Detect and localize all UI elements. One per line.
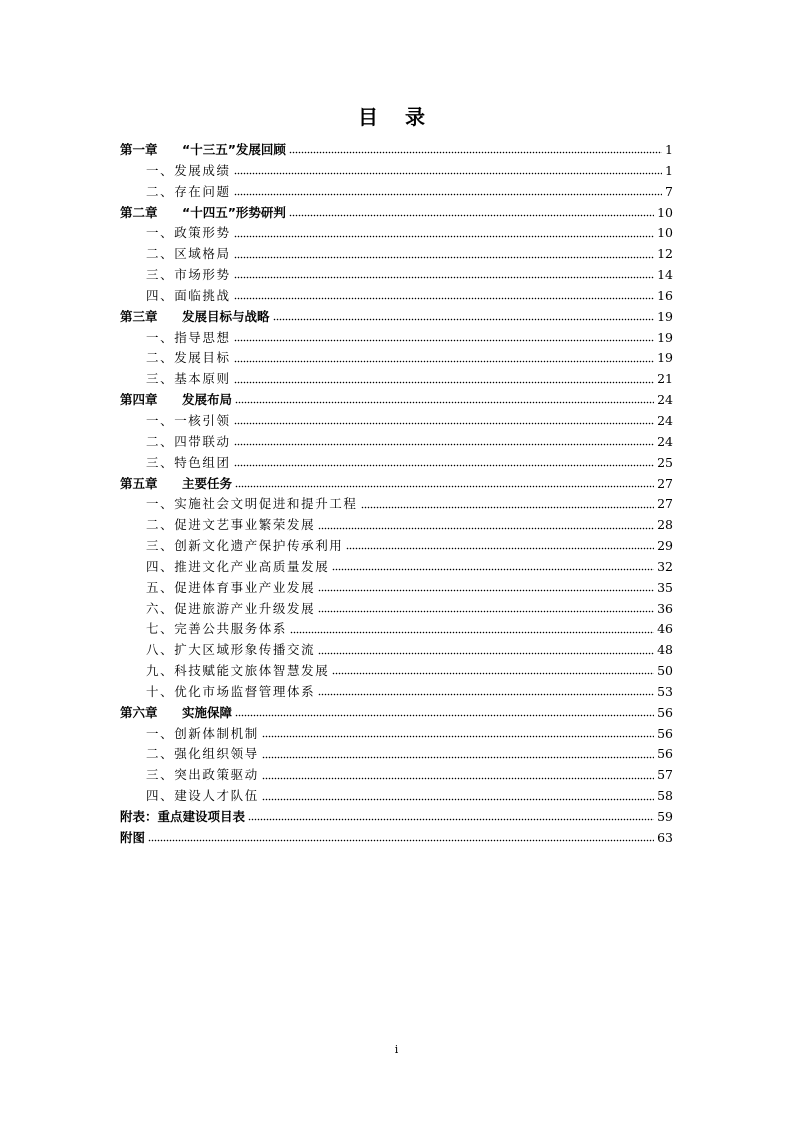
- toc-chapter-entry[interactable]: [120, 474, 673, 495]
- toc-section-entry[interactable]: [120, 661, 673, 682]
- toc-page-number: 24: [657, 412, 673, 428]
- toc-entry-label: [146, 619, 287, 639]
- toc-entry-title: 三、基本原则: [146, 371, 231, 387]
- toc-section-entry[interactable]: [120, 765, 673, 786]
- toc-page-number: 21: [657, 371, 673, 387]
- toc-page-number: 57: [657, 767, 673, 783]
- dot-leader: [234, 192, 662, 198]
- toc-page-number: 27: [657, 496, 673, 512]
- dot-leader: [273, 317, 655, 323]
- dot-leader: [262, 754, 654, 760]
- dot-leader: [262, 775, 654, 781]
- toc-entry-title: 六、促进旅游产业升级发展: [146, 600, 316, 616]
- toc-entry-title: 一、创新体制机制: [146, 725, 259, 741]
- toc-section-entry[interactable]: [120, 432, 673, 453]
- toc-page-number: 19: [657, 329, 673, 345]
- toc-entry-label: [146, 432, 231, 452]
- dot-leader: [148, 838, 654, 844]
- dot-leader: [332, 671, 654, 677]
- toc-page-number: 48: [657, 642, 673, 658]
- toc-entry-title: 二、四带联动: [146, 433, 231, 449]
- toc-section-entry[interactable]: [120, 724, 673, 745]
- dot-leader: [235, 483, 654, 489]
- toc-entry-label: [146, 369, 231, 389]
- toc-entry-title: 主要任务: [182, 475, 233, 491]
- toc-section-entry[interactable]: [120, 557, 673, 578]
- toc-section-entry[interactable]: [120, 453, 673, 474]
- toc-entry-label: [146, 453, 231, 473]
- toc-page-number: 10: [657, 225, 673, 241]
- toc-entry-title: 发展目标与战略: [182, 308, 270, 324]
- toc-entry-label: [120, 390, 232, 410]
- toc-entry-label: [146, 182, 231, 202]
- dot-leader: [289, 212, 654, 218]
- toc-entry-label: [120, 807, 245, 827]
- dot-leader: [248, 817, 654, 823]
- dot-leader: [234, 379, 654, 385]
- toc-page-number: 14: [657, 267, 673, 283]
- toc-entry-title: 十、优化市场监督管理体系: [146, 683, 316, 699]
- toc-page-number: 19: [657, 350, 673, 366]
- toc-page-number: 50: [657, 663, 673, 679]
- toc-chapter-entry[interactable]: [120, 140, 673, 161]
- dot-leader: [318, 588, 654, 594]
- dot-leader: [318, 525, 654, 531]
- toc-section-entry[interactable]: [120, 182, 673, 203]
- toc-entry-title: 一、一核引领: [146, 412, 231, 428]
- toc-entry-title: 三、创新文化遗产保护传承利用: [146, 538, 344, 554]
- toc-chapter-entry[interactable]: [120, 807, 673, 828]
- toc-section-entry[interactable]: [120, 786, 673, 807]
- toc-page-number: 53: [657, 683, 673, 699]
- dot-leader: [234, 358, 654, 364]
- toc-section-entry[interactable]: [120, 223, 673, 244]
- toc-entry-label: [120, 703, 232, 723]
- toc-entry-label: [146, 578, 315, 598]
- toc-entry-title: 一、实施社会文明促进和提升工程: [146, 496, 358, 512]
- toc-page-number: 63: [657, 829, 673, 845]
- toc-page-number: 56: [657, 746, 673, 762]
- toc-entry-title: 二、发展目标: [146, 350, 231, 366]
- toc-entry-title: 七、完善公共服务体系: [146, 621, 288, 637]
- dot-leader: [234, 442, 654, 448]
- toc-page-number: 59: [657, 809, 673, 824]
- page-title: 目 录: [358, 105, 435, 129]
- toc-entry-title: 二、强化组织领导: [146, 746, 259, 762]
- toc-page-number: 58: [657, 788, 673, 804]
- toc-section-entry[interactable]: [120, 161, 673, 182]
- toc-entry-label: [146, 411, 231, 431]
- toc-entry-title: 二、区域格局: [146, 246, 231, 262]
- toc-entry-label: [146, 286, 231, 306]
- toc-page-number: 28: [657, 517, 673, 533]
- toc-entry-label: [146, 223, 231, 243]
- toc-page-number: 24: [657, 433, 673, 449]
- toc-entry-label: [146, 682, 315, 702]
- toc-entry-title: 附表：重点建设项目表: [120, 809, 246, 824]
- dot-leader: [332, 567, 654, 573]
- dot-leader: [234, 171, 662, 177]
- toc-entry-title: 三、市场形势: [146, 267, 231, 283]
- page-number: i: [394, 1043, 399, 1056]
- toc-entry-label: [146, 640, 315, 660]
- toc-section-entry[interactable]: [120, 744, 673, 765]
- dot-leader: [234, 254, 654, 260]
- toc-entry-label: [120, 140, 286, 160]
- toc-section-entry[interactable]: [120, 348, 673, 369]
- toc-section-entry[interactable]: [120, 411, 673, 432]
- toc-section-entry[interactable]: [120, 536, 673, 557]
- dot-leader: [234, 233, 654, 239]
- toc-entry-label: [146, 328, 231, 348]
- toc-section-entry[interactable]: [120, 494, 673, 515]
- toc-entry-label: [146, 244, 231, 264]
- toc-chapter-entry[interactable]: [120, 828, 673, 849]
- toc-entry-title: 四、面临挑战: [146, 287, 231, 303]
- toc-page-number: 19: [657, 308, 673, 324]
- toc-entry-title: 八、扩大区域形象传播交流: [146, 642, 316, 658]
- toc-entry-label: [146, 536, 343, 556]
- toc-page-number: 25: [657, 454, 673, 470]
- toc-section-entry[interactable]: [120, 328, 673, 349]
- toc-entry-label: [120, 203, 286, 223]
- toc-section-entry[interactable]: [120, 640, 673, 661]
- toc-entry-title: 五、促进体育事业产业发展: [146, 579, 316, 595]
- toc-entry-label: [146, 744, 259, 764]
- toc-entry-label: [146, 765, 259, 785]
- toc-page-number: 32: [657, 558, 673, 574]
- toc-entry-label: [120, 307, 270, 327]
- toc-page-number: 10: [657, 204, 673, 220]
- toc-page-number: 7: [665, 183, 673, 199]
- toc-entry-label: [146, 494, 358, 514]
- table-of-contents: [120, 140, 673, 849]
- toc-chapter-entry[interactable]: [120, 390, 673, 411]
- dot-leader: [289, 150, 662, 156]
- toc-section-entry[interactable]: [120, 515, 673, 536]
- dot-leader: [361, 504, 655, 510]
- dot-leader: [318, 650, 654, 656]
- toc-entry-label: [146, 348, 231, 368]
- dot-leader: [318, 608, 654, 614]
- toc-section-entry[interactable]: [120, 369, 673, 390]
- toc-entry-title: 四、推进文化产业高质量发展: [146, 558, 330, 574]
- toc-entry-title: 发展布局: [182, 392, 233, 408]
- toc-page-number: 1: [665, 142, 673, 157]
- toc-entry-label: [146, 599, 315, 619]
- dot-leader: [234, 463, 654, 469]
- chapter-number: 第二章: [120, 204, 158, 220]
- toc-entry-label: [146, 515, 315, 535]
- toc-page-number: 56: [657, 704, 673, 720]
- toc-entry-title: 二、存在问题: [146, 183, 231, 199]
- chapter-number: 第四章: [120, 392, 158, 408]
- toc-page-number: 56: [657, 725, 673, 741]
- toc-chapter-entry[interactable]: [120, 203, 673, 224]
- dot-leader: [262, 796, 654, 802]
- toc-section-entry[interactable]: [120, 265, 673, 286]
- chapter-number: 第五章: [120, 475, 158, 491]
- dot-leader: [318, 692, 654, 698]
- chapter-number: 第一章: [120, 142, 158, 157]
- toc-chapter-entry[interactable]: [120, 307, 673, 328]
- toc-section-entry[interactable]: [120, 599, 673, 620]
- toc-page-number: 1: [665, 162, 673, 178]
- toc-entry-label: [146, 661, 329, 681]
- toc-chapter-entry[interactable]: [120, 703, 673, 724]
- toc-entry-label: [146, 161, 231, 181]
- toc-page-number: 24: [657, 392, 673, 408]
- toc-entry-label: [146, 786, 259, 806]
- dot-leader: [262, 733, 654, 739]
- toc-entry-title: 一、发展成绩: [146, 162, 231, 178]
- toc-entry-title: 三、突出政策驱动: [146, 767, 259, 783]
- toc-entry-label: [146, 557, 329, 577]
- toc-entry-title: 二、促进文艺事业繁荣发展: [146, 517, 316, 533]
- toc-page-number: 16: [657, 287, 673, 303]
- dot-leader: [235, 400, 654, 406]
- dot-leader: [234, 275, 654, 281]
- toc-entry-label: [146, 724, 259, 744]
- toc-entry-title: 一、指导思想: [146, 329, 231, 345]
- toc-entry-title: 附图: [120, 829, 146, 845]
- toc-entry-title: “十四五”形势研判: [182, 204, 286, 220]
- dot-leader: [290, 629, 654, 635]
- toc-entry-label: [120, 474, 232, 494]
- toc-page-number: 36: [657, 600, 673, 616]
- toc-entry-title: “十三五”发展回顾: [182, 142, 286, 157]
- toc-section-entry[interactable]: [120, 578, 673, 599]
- toc-entry-title: 一、政策形势: [146, 225, 231, 241]
- toc-entry-label: [146, 265, 231, 285]
- toc-page-number: 46: [657, 621, 673, 637]
- toc-entry-label: [120, 828, 145, 848]
- dot-leader: [234, 296, 654, 302]
- dot-leader: [234, 337, 654, 343]
- toc-page-number: 35: [657, 579, 673, 595]
- toc-entry-title: 九、科技赋能文旅体智慧发展: [146, 663, 330, 679]
- dot-leader: [234, 421, 654, 427]
- chapter-number: 第三章: [120, 308, 158, 324]
- toc-section-entry[interactable]: [120, 682, 673, 703]
- toc-page-number: 12: [657, 246, 673, 262]
- toc-entry-title: 三、特色组团: [146, 454, 231, 470]
- dot-leader: [235, 713, 654, 719]
- toc-page-number: 27: [657, 475, 673, 491]
- chapter-number: 第六章: [120, 704, 158, 720]
- toc-entry-title: 四、建设人才队伍: [146, 788, 259, 804]
- toc-entry-title: 实施保障: [182, 704, 233, 720]
- toc-section-entry[interactable]: [120, 619, 673, 640]
- dot-leader: [346, 546, 654, 552]
- toc-page-number: 29: [657, 538, 673, 554]
- toc-section-entry[interactable]: [120, 244, 673, 265]
- toc-section-entry[interactable]: [120, 286, 673, 307]
